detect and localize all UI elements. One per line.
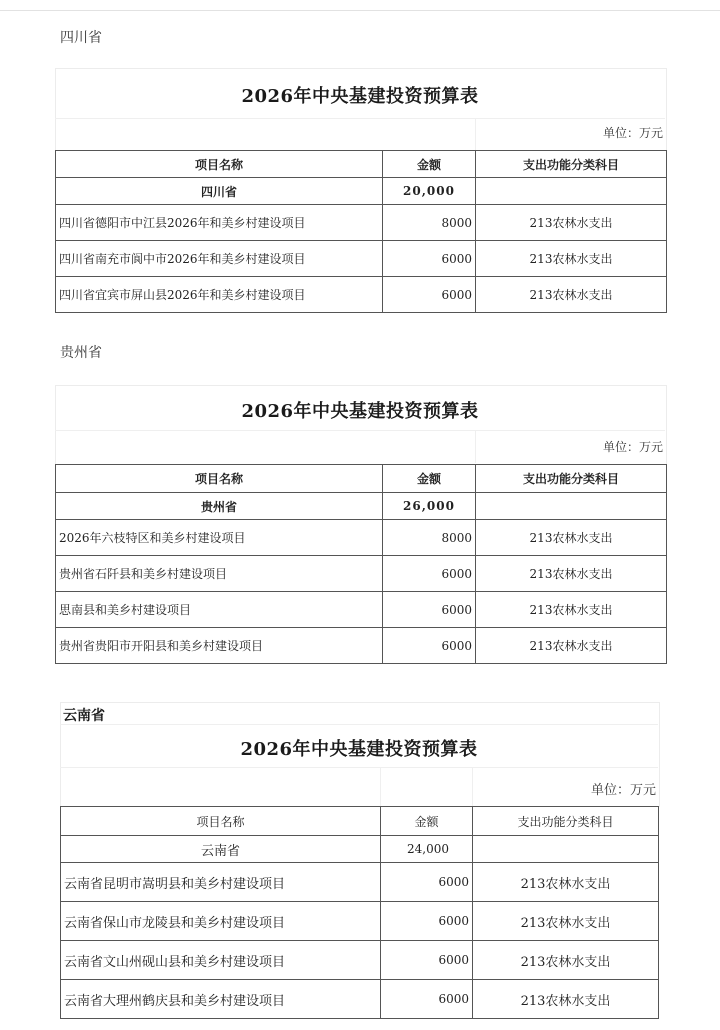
province-total-cell: 20,000 [383,178,476,205]
sheet-title: 2026年中央基建投资预算表 [241,86,479,107]
province-name-cell: 四川省 [56,178,383,205]
sheet-title: 2026年中央基建投资预算表 [241,401,479,422]
sheet-title: 2026年中央基建投资预算表 [240,739,478,760]
header-amount: 金额 [383,151,476,178]
amount-cell: 8000 [383,205,476,241]
table-row [61,863,659,902]
province-label-yunnan: 云南省 [63,708,105,724]
project-name-cell: 2026年六枝特区和美乡村建设项目 [56,520,383,556]
province-label-sichuan: 四川省 [60,30,102,46]
header-amount: 金额 [383,465,476,493]
project-name-cell: 云南省文山州砚山县和美乡村建设项目 [61,941,381,980]
project-name-cell: 云南省昆明市嵩明县和美乡村建设项目 [61,863,381,902]
header-project-name: 项目名称 [56,465,383,493]
budget-table [60,806,659,1019]
category-cell: 213农林水支出 [476,592,667,628]
category-cell: 213农林水支出 [473,863,659,902]
category-cell: 213农林水支出 [476,628,667,664]
project-name-cell: 四川省南充市阆中市2026年和美乡村建设项目 [56,241,383,277]
amount-cell: 6000 [381,941,473,980]
grid-line [60,724,658,725]
amount-cell: 6000 [381,980,473,1019]
category-cell: 213农林水支出 [476,277,667,313]
project-name-cell: 云南省保山市龙陵县和美乡村建设项目 [61,902,381,941]
province-name-cell: 云南省 [61,836,381,863]
header-row [61,807,659,836]
project-name-cell: 四川省宜宾市屏山县2026年和美乡村建设项目 [56,277,383,313]
header-category: 支出功能分类科目 [476,151,667,178]
province-label-guizhou: 贵州省 [60,345,102,361]
province-category-cell [473,836,659,863]
table-row [61,941,659,980]
table-row [61,902,659,941]
category-cell: 213农林水支出 [473,941,659,980]
category-cell: 213农林水支出 [473,980,659,1019]
amount-cell: 6000 [381,902,473,941]
amount-cell: 6000 [381,863,473,902]
amount-cell: 8000 [383,520,476,556]
amount-cell: 6000 [383,556,476,592]
unit-label: 单位：万元 [602,440,663,454]
table-row [61,980,659,1019]
province-total-cell: 26,000 [383,493,476,520]
header-category: 支出功能分类科目 [473,807,659,836]
category-cell: 213农林水支出 [476,520,667,556]
project-name-cell: 云南省大理州鹤庆县和美乡村建设项目 [61,980,381,1019]
category-cell: 213农林水支出 [476,241,667,277]
header-amount: 金额 [381,807,473,836]
project-name-cell: 四川省德阳市中江县2026年和美乡村建设项目 [56,205,383,241]
unit-label: 单位：万元 [590,783,656,798]
project-name-cell: 贵州省贵阳市开阳县和美乡村建设项目 [56,628,383,664]
category-cell: 213农林水支出 [476,556,667,592]
category-cell: 213农林水支出 [473,902,659,941]
project-name-cell: 思南县和美乡村建设项目 [56,592,383,628]
grid-line [380,767,381,806]
amount-cell: 6000 [383,592,476,628]
unit-label: 单位：万元 [602,126,663,140]
header-category: 支出功能分类科目 [476,465,667,493]
province-total-cell: 24,000 [381,836,473,863]
project-name-cell: 贵州省石阡县和美乡村建设项目 [56,556,383,592]
category-cell: 213农林水支出 [476,205,667,241]
header-project-name: 项目名称 [56,151,383,178]
amount-cell: 6000 [383,628,476,664]
amount-cell: 6000 [383,241,476,277]
header-project-name: 项目名称 [61,807,381,836]
amount-cell: 6000 [383,277,476,313]
province-name-cell: 贵州省 [56,493,383,520]
province-total-row [61,836,659,863]
grid-line [60,767,658,768]
